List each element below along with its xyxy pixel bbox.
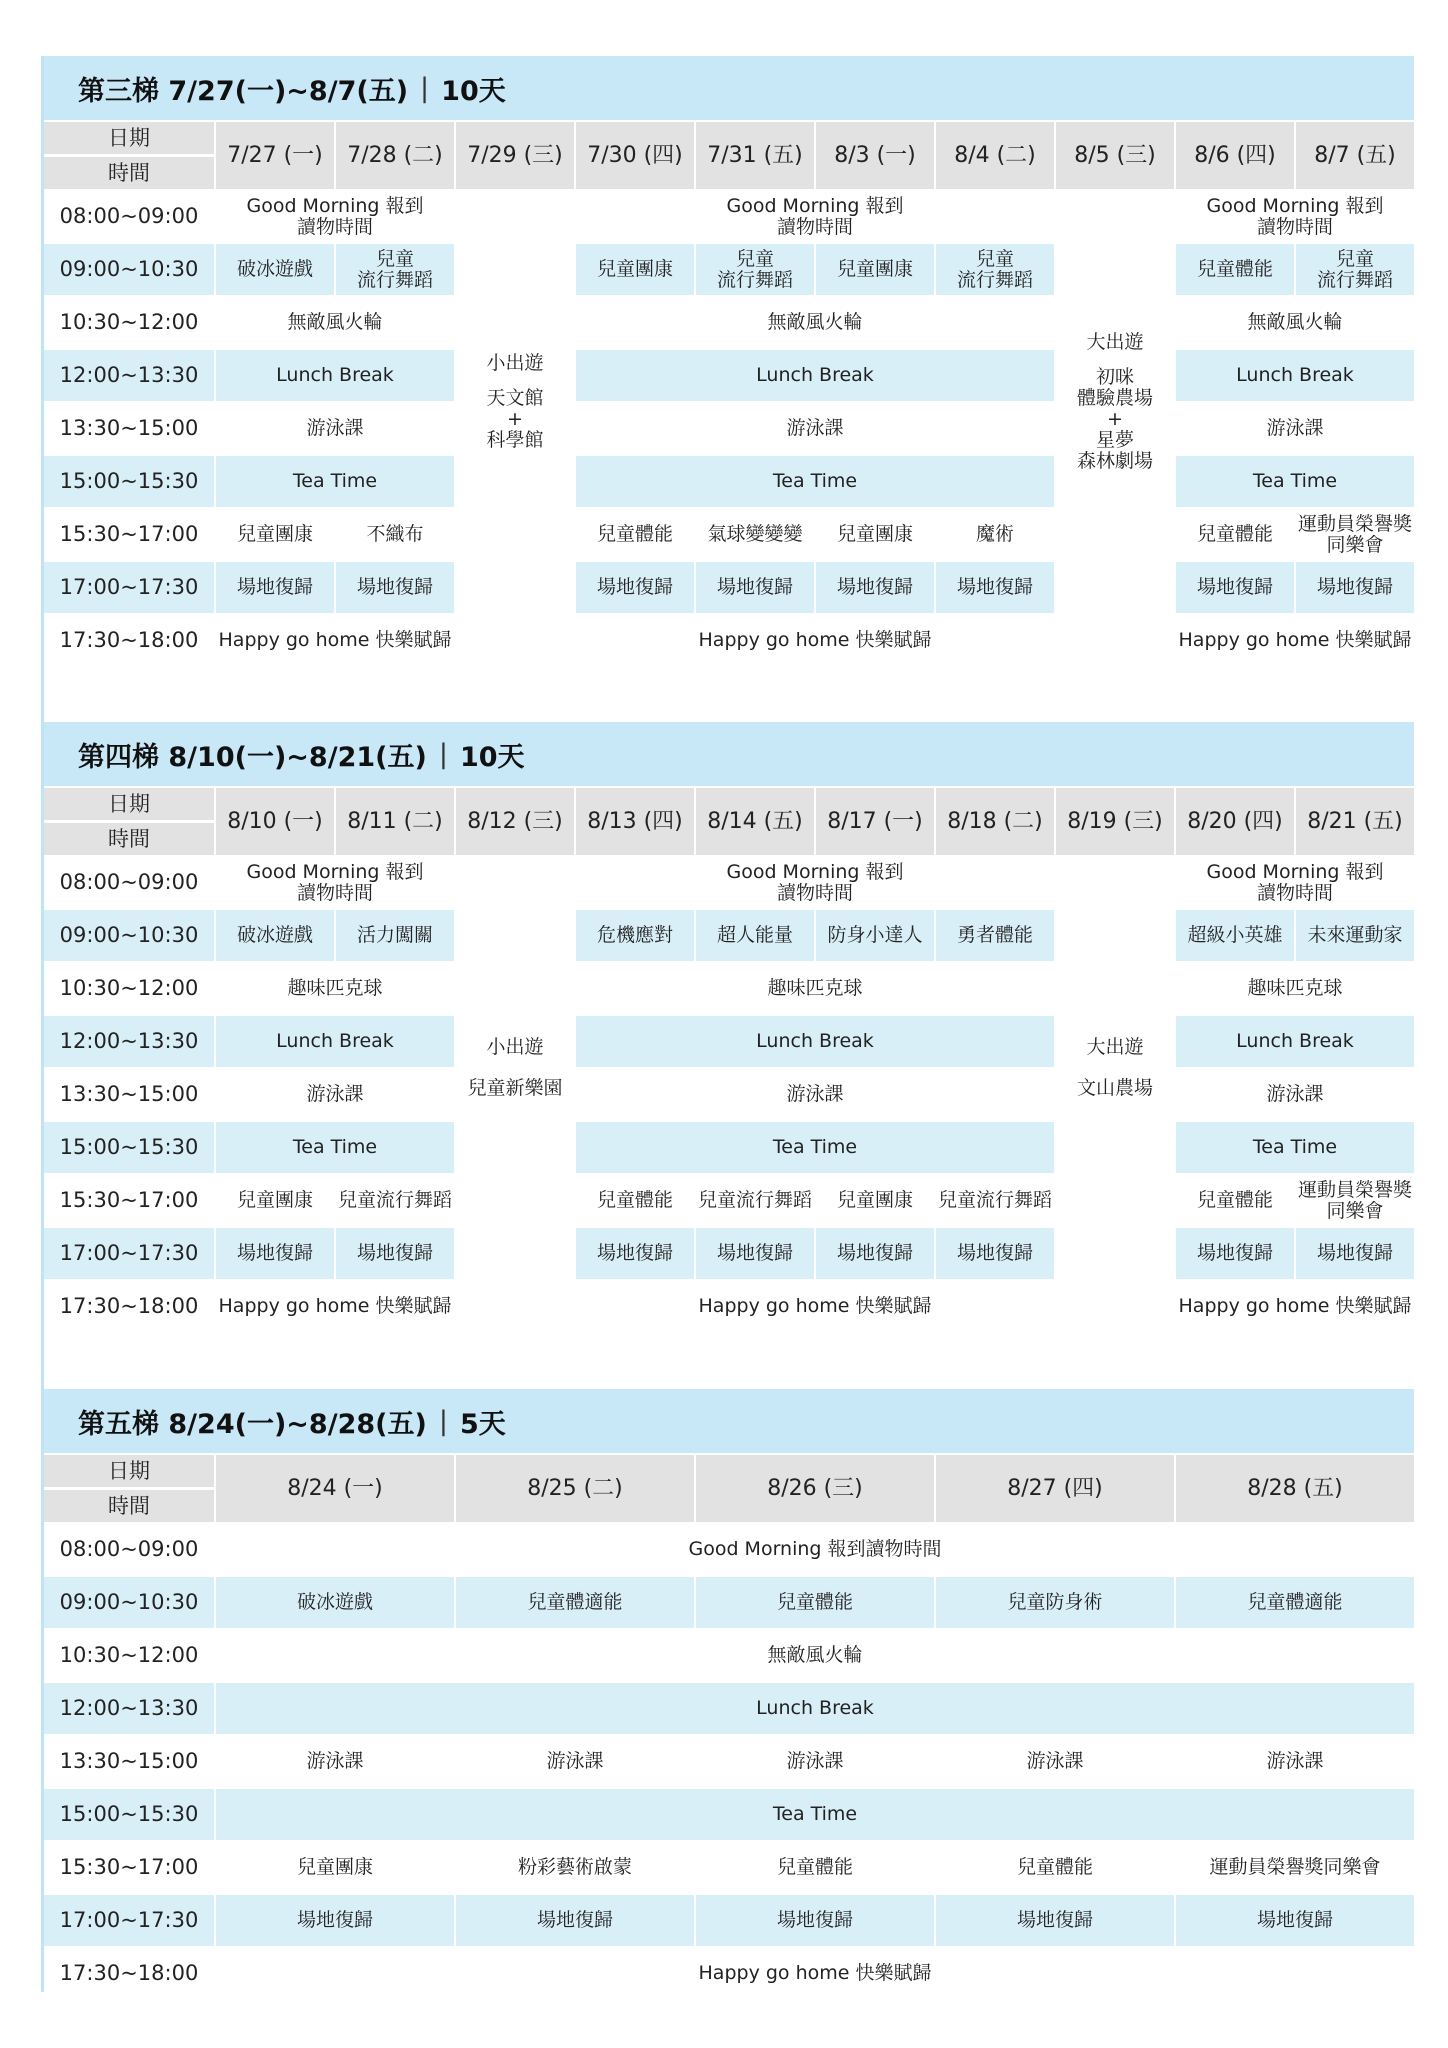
date-header: 7/28 (二) (336, 122, 454, 189)
time-slot: 15:30~17:00 (59, 522, 199, 546)
table-row (44, 509, 1414, 560)
activity-cell: 未來運動家 (1296, 910, 1414, 961)
time-slot: 13:30~15:00 (59, 1749, 199, 1773)
activity-cell: 場地復歸 (1176, 1228, 1294, 1279)
activity-cell: 游泳課 (456, 1736, 694, 1787)
time-slot: 12:00~13:30 (44, 1016, 214, 1067)
activity-cell: Good Morning 報到 讀物時間 (216, 191, 454, 242)
activity-cell: 兒童團康 (816, 1175, 934, 1226)
activity-cell: 無敵風火輪 (216, 1630, 1414, 1681)
time-slot: 12:00~13:30 (44, 1683, 214, 1734)
date-header: 8/5 (三) (1056, 122, 1174, 189)
activity-cell: 破冰遊戲 (216, 1577, 454, 1628)
activity-cell: 粉彩藝術啟蒙 (456, 1842, 694, 1893)
time-slot: 08:00~09:00 (59, 1537, 199, 1561)
table-row (44, 1175, 1414, 1226)
excursion-cell: 大出遊 初咪 體驗農場 + 星夢 森林劇場 (1056, 191, 1174, 613)
activity-cell: 兒童防身術 (936, 1577, 1174, 1628)
time-slot: 17:00~17:30 (44, 562, 214, 613)
activity-cell: Happy go home 快樂賦歸 (576, 615, 1054, 666)
date-header: 8/6 (四) (1176, 122, 1294, 189)
activity-cell: 場地復歸 (816, 562, 934, 613)
activity-cell: 場地復歸 (216, 562, 334, 613)
activity-cell: 游泳課 (216, 403, 454, 454)
table-row (44, 1281, 1414, 1332)
activity-cell: 無敵風火輪 (216, 297, 454, 348)
activity-cell: 兒童體能 (1176, 244, 1294, 295)
table-row (44, 562, 1414, 613)
date-header: 8/14 (五) (696, 788, 814, 855)
time-slot: 10:30~12:00 (59, 1643, 199, 1667)
activity-cell: 防身小達人 (816, 910, 934, 961)
activity-cell: Good Morning 報到 讀物時間 (1176, 191, 1414, 242)
activity-cell: 兒童 流行舞蹈 (936, 244, 1054, 295)
activity-cell: 兒童 流行舞蹈 (336, 244, 454, 295)
excursion-cell: 小出遊 天文館 + 科學館 (456, 191, 574, 613)
date-header: 8/7 (五) (1296, 122, 1414, 189)
section-4 (44, 722, 1414, 1334)
activity-cell: 場地復歸 (936, 562, 1054, 613)
activity-cell: 場地復歸 (456, 1895, 694, 1946)
section-title: 第三梯 7/27(一)~8/7(五) (78, 75, 409, 107)
date-header: 8/20 (四) (1176, 788, 1294, 855)
section-header (44, 722, 1414, 786)
activity-cell: 場地復歸 (1176, 562, 1294, 613)
section-title: 第四梯 8/10(一)~8/21(五) (78, 741, 427, 773)
activity-cell: 活力闖關 (336, 910, 454, 961)
excursion-cell: 大出遊 文山農場 (1056, 857, 1174, 1279)
activity-cell: 趣味匹克球 (216, 963, 454, 1014)
date-header-row (44, 1455, 1414, 1522)
activity-cell: 兒童體能 (1176, 1175, 1294, 1226)
date-header: 8/12 (三) (456, 788, 574, 855)
date-header: 8/10 (一) (216, 788, 334, 855)
time-slot: 08:00~09:00 (59, 870, 199, 894)
activity-cell: Happy go home 快樂賦歸 (1176, 615, 1414, 666)
activity-cell: 場地復歸 (816, 1228, 934, 1279)
activity-cell: 場地復歸 (576, 562, 694, 613)
activity-cell: 兒童體能 (576, 1175, 694, 1226)
table-row (44, 297, 1414, 348)
table-row (44, 1069, 1414, 1120)
time-slot: 15:30~17:00 (59, 1855, 199, 1879)
date-header: 7/30 (四) (576, 122, 694, 189)
time-slot: 15:00~15:30 (44, 456, 214, 507)
activity-cell: 兒童體適能 (456, 1577, 694, 1628)
activity-cell: Lunch Break (216, 1016, 454, 1067)
date-header: 8/18 (二) (936, 788, 1054, 855)
activity-cell: Happy go home 快樂賦歸 (576, 1281, 1054, 1332)
activity-cell: Happy go home 快樂賦歸 (216, 615, 454, 666)
activity-cell: 兒童體能 (696, 1577, 934, 1628)
activity-cell: 兒童體適能 (1176, 1577, 1414, 1628)
table-row (44, 1630, 1414, 1681)
section-header (44, 56, 1414, 120)
time-slot: 17:30~18:00 (59, 1294, 199, 1318)
activity-cell: Lunch Break (216, 350, 454, 401)
activity-cell: Tea Time (576, 456, 1054, 507)
activity-cell: 氣球變變變 (696, 509, 814, 560)
activity-cell: 破冰遊戲 (216, 244, 334, 295)
schedule-table (42, 120, 1416, 668)
activity-cell: 兒童體能 (696, 1842, 934, 1893)
date-header: 8/25 (二) (456, 1455, 694, 1522)
time-slot: 17:30~18:00 (59, 628, 199, 652)
activity-cell: 兒童 流行舞蹈 (696, 244, 814, 295)
section-separator: | (438, 1405, 448, 1437)
activity-cell: Happy go home 快樂賦歸 (216, 1948, 1414, 1999)
activity-cell: 危機應對 (576, 910, 694, 961)
table-row (44, 1789, 1414, 1840)
activity-cell: Happy go home 快樂賦歸 (216, 1281, 454, 1332)
activity-cell: 兒童流行舞蹈 (696, 1175, 814, 1226)
schedule-table (42, 1453, 1416, 2001)
activity-cell: 兒童團康 (216, 1842, 454, 1893)
section-days: 10天 (459, 741, 525, 773)
section-days: 5天 (459, 1408, 506, 1440)
table-row (44, 1524, 1414, 1575)
time-slot: 09:00~10:30 (44, 910, 214, 961)
activity-cell: Lunch Break (576, 350, 1054, 401)
activity-cell: Lunch Break (576, 1016, 1054, 1067)
table-row (44, 1228, 1414, 1279)
activity-cell: 游泳課 (1176, 1069, 1414, 1120)
activity-cell: 超人能量 (696, 910, 814, 961)
time-slot: 12:00~13:30 (44, 350, 214, 401)
activity-cell: Tea Time (216, 456, 454, 507)
activity-cell: 場地復歸 (696, 562, 814, 613)
activity-cell: Good Morning 報到 讀物時間 (576, 857, 1054, 908)
activity-cell: 兒童團康 (816, 244, 934, 295)
activity-cell: Good Morning 報到 讀物時間 (576, 191, 1054, 242)
table-row (44, 403, 1414, 454)
activity-cell: 無敵風火輪 (576, 297, 1054, 348)
table-row (44, 1842, 1414, 1893)
activity-cell: 場地復歸 (576, 1228, 694, 1279)
time-slot: 10:30~12:00 (59, 976, 199, 1000)
activity-cell: 場地復歸 (336, 562, 454, 613)
date-header: 8/27 (四) (936, 1455, 1174, 1522)
table-row (44, 963, 1414, 1014)
time-slot: 15:00~15:30 (44, 1122, 214, 1173)
activity-cell: 場地復歸 (936, 1228, 1054, 1279)
date-header: 8/28 (五) (1176, 1455, 1414, 1522)
table-row (44, 350, 1414, 401)
table-row (44, 1122, 1414, 1173)
table-row (44, 857, 1414, 908)
activity-cell: 兒童團康 (576, 244, 694, 295)
activity-cell: 游泳課 (696, 1736, 934, 1787)
activity-cell: Tea Time (216, 1122, 454, 1173)
activity-cell: 游泳課 (216, 1069, 454, 1120)
table-row (44, 1736, 1414, 1787)
table-row (44, 1577, 1414, 1628)
activity-cell: 游泳課 (1176, 1736, 1414, 1787)
activity-cell: 兒童團康 (216, 1175, 334, 1226)
section-days: 10天 (441, 75, 506, 107)
activity-cell: 場地復歸 (216, 1895, 454, 1946)
table-row (44, 910, 1414, 961)
activity-cell: 兒童體能 (936, 1842, 1174, 1893)
activity-cell: 游泳課 (576, 1069, 1054, 1120)
activity-cell: 兒童團康 (216, 509, 334, 560)
date-time-label: 日期 時間 (44, 1455, 214, 1522)
date-time-label: 日期 時間 (44, 788, 214, 855)
activity-cell: 場地復歸 (1176, 1895, 1414, 1946)
activity-cell: Tea Time (216, 1789, 1414, 1840)
section-title: 第五梯 8/24(一)~8/28(五) (78, 1408, 427, 1440)
activity-cell: 場地復歸 (696, 1895, 934, 1946)
table-row (44, 191, 1414, 242)
time-slot: 09:00~10:30 (44, 1577, 214, 1628)
activity-cell: 超級小英雄 (1176, 910, 1294, 961)
section-5 (44, 1389, 1414, 2001)
activity-cell: 勇者體能 (936, 910, 1054, 961)
activity-cell: Tea Time (1176, 1122, 1414, 1173)
table-row (44, 1016, 1414, 1067)
activity-cell: 場地復歸 (696, 1228, 814, 1279)
time-slot: 13:30~15:00 (59, 1082, 199, 1106)
activity-cell: Tea Time (576, 1122, 1054, 1173)
table-row (44, 1895, 1414, 1946)
activity-cell: 趣味匹克球 (1176, 963, 1414, 1014)
time-slot: 15:30~17:00 (59, 1188, 199, 1212)
date-time-label: 日期 時間 (44, 122, 214, 189)
time-slot: 10:30~12:00 (59, 310, 199, 334)
activity-cell: 場地復歸 (1296, 1228, 1414, 1279)
time-slot: 17:00~17:30 (44, 1228, 214, 1279)
date-header-row (44, 122, 1414, 189)
date-header: 8/11 (二) (336, 788, 454, 855)
time-slot: 17:30~18:00 (59, 1961, 199, 1985)
date-header: 8/13 (四) (576, 788, 694, 855)
activity-cell: Good Morning 報到 讀物時間 (216, 857, 454, 908)
time-slot: 13:30~15:00 (59, 416, 199, 440)
activity-cell: 運動員榮譽獎 同樂會 (1296, 1175, 1414, 1226)
activity-cell: 場地復歸 (1296, 562, 1414, 613)
activity-cell: Good Morning 報到讀物時間 (216, 1524, 1414, 1575)
time-slot: 15:00~15:30 (44, 1789, 214, 1840)
activity-cell: Tea Time (1176, 456, 1414, 507)
activity-cell: 場地復歸 (936, 1895, 1174, 1946)
date-header: 8/19 (三) (1056, 788, 1174, 855)
table-row (44, 615, 1414, 666)
activity-cell: 無敵風火輪 (1176, 297, 1414, 348)
date-header-row (44, 788, 1414, 855)
activity-cell: 兒童體能 (1176, 509, 1294, 560)
date-header: 7/31 (五) (696, 122, 814, 189)
activity-cell: 運動員榮譽獎同樂會 (1176, 1842, 1414, 1893)
table-row (44, 244, 1414, 295)
activity-cell: Lunch Break (1176, 1016, 1414, 1067)
date-header: 8/21 (五) (1296, 788, 1414, 855)
activity-cell: 兒童體能 (576, 509, 694, 560)
activity-cell: 游泳課 (216, 1736, 454, 1787)
date-header: 8/24 (一) (216, 1455, 454, 1522)
activity-cell: 場地復歸 (216, 1228, 334, 1279)
activity-cell: 兒童團康 (816, 509, 934, 560)
activity-cell: Lunch Break (1176, 350, 1414, 401)
activity-cell: 兒童流行舞蹈 (336, 1175, 454, 1226)
activity-cell: 魔術 (936, 509, 1054, 560)
activity-cell: 場地復歸 (336, 1228, 454, 1279)
section-3 (44, 56, 1414, 668)
activity-cell: Good Morning 報到 讀物時間 (1176, 857, 1414, 908)
time-slot: 08:00~09:00 (59, 204, 199, 228)
time-slot: 17:00~17:30 (44, 1895, 214, 1946)
date-header: 8/3 (一) (816, 122, 934, 189)
activity-cell: 運動員榮譽獎 同樂會 (1296, 509, 1414, 560)
activity-cell: 游泳課 (1176, 403, 1414, 454)
table-row (44, 1948, 1414, 1999)
excursion-cell: 小出遊 兒童新樂園 (456, 857, 574, 1279)
section-separator: | (438, 738, 448, 770)
section-separator: | (420, 72, 430, 104)
date-header: 8/4 (二) (936, 122, 1054, 189)
date-header: 7/29 (三) (456, 122, 574, 189)
table-row (44, 1683, 1414, 1734)
activity-cell: 兒童 流行舞蹈 (1296, 244, 1414, 295)
activity-cell: 破冰遊戲 (216, 910, 334, 961)
activity-cell: 游泳課 (576, 403, 1054, 454)
activity-cell: Happy go home 快樂賦歸 (1176, 1281, 1414, 1332)
activity-cell: 游泳課 (936, 1736, 1174, 1787)
schedule-table (42, 786, 1416, 1334)
activity-cell: Lunch Break (216, 1683, 1414, 1734)
section-header (44, 1389, 1414, 1453)
activity-cell: 不織布 (336, 509, 454, 560)
date-header: 8/17 (一) (816, 788, 934, 855)
date-header: 7/27 (一) (216, 122, 334, 189)
date-header: 8/26 (三) (696, 1455, 934, 1522)
time-slot: 09:00~10:30 (44, 244, 214, 295)
table-row (44, 456, 1414, 507)
activity-cell: 兒童流行舞蹈 (936, 1175, 1054, 1226)
activity-cell: 趣味匹克球 (576, 963, 1054, 1014)
